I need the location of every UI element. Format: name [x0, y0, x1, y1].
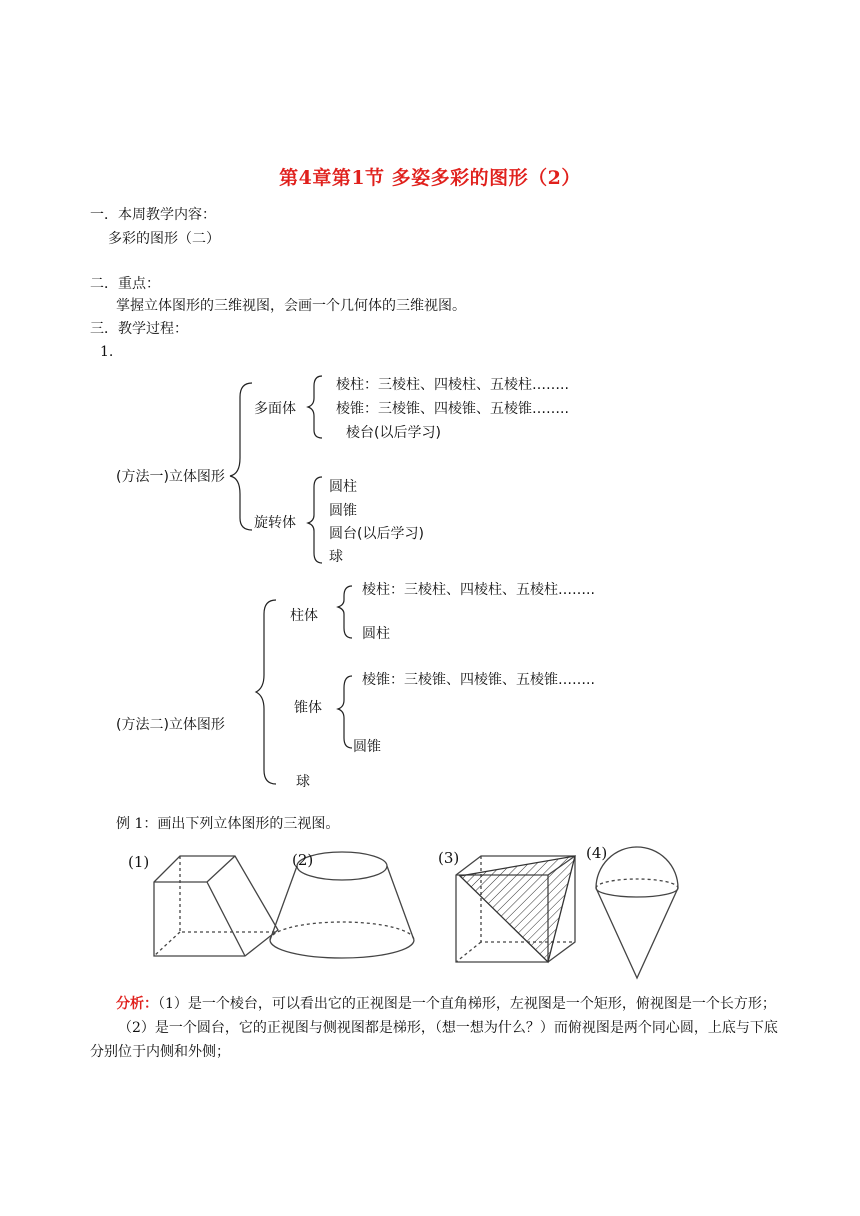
method2-group-prism: 柱体 — [290, 608, 318, 624]
figure-label: (3) — [438, 849, 460, 867]
method2-group-sphere: 球 — [296, 774, 310, 790]
figure-label: (1) — [128, 853, 150, 871]
method2-group-pyramid: 锥体 — [294, 700, 322, 716]
method1-item: 棱锥：三棱锥、四棱锥、五棱锥…….. — [336, 401, 569, 417]
section-2-content: 掌握立体图形的三维视图，会画一个几何体的三维视图。 — [116, 298, 466, 314]
method1-item: 圆台(以后学习) — [329, 526, 424, 542]
analysis-paragraph-1 — [90, 992, 790, 1016]
method2-item: 圆锥 — [353, 739, 381, 755]
method2-item: 棱锥：三棱锥、四棱锥、五棱锥…….. — [362, 672, 595, 688]
analysis-text-1: （1）是一个棱台，可以看出它的正视图是一个直角梯形，左视图是一个矩形，俯视图是一个长方形； — [158, 996, 776, 1012]
method1-root: (方法一)立体图形 — [116, 469, 225, 485]
page-title: 第4章第1节 多姿多彩的图形（2） — [279, 167, 581, 189]
method1-group-polyhedron: 多面体 — [254, 401, 296, 417]
section-3-heading: 三．教学过程： — [90, 321, 188, 337]
method2-item: 棱柱：三棱柱、四棱柱、五棱柱…….. — [362, 582, 595, 598]
figure-label: (2) — [292, 851, 314, 869]
figure-4-cone-hemisphere — [596, 847, 678, 978]
method2-item: 圆柱 — [362, 626, 390, 642]
section-1-content: 多彩的图形（二） — [108, 231, 220, 247]
method1-item: 棱柱：三棱柱、四棱柱、五棱柱…….. — [336, 377, 569, 393]
analysis-block — [90, 992, 790, 1064]
method1-item: 圆柱 — [329, 479, 357, 495]
analysis-label: 分析： — [116, 996, 158, 1012]
method1-item: 圆锥 — [329, 503, 357, 519]
section-2-heading: 二．重点： — [90, 276, 160, 292]
figure-label: (4) — [586, 844, 608, 862]
example-prompt: 例 1：画出下列立体图形的三视图。 — [116, 816, 340, 832]
section-1-heading: 一．本周教学内容： — [90, 207, 216, 223]
figure-1-frustum — [154, 856, 278, 956]
figure-3-cube — [456, 856, 575, 962]
list-number: 1. — [100, 344, 114, 360]
method1-item: 棱台(以后学习) — [346, 425, 441, 441]
analysis-paragraph-2: （2）是一个圆台，它的正视图与侧视图都是梯形，（想一想为什么？）而俯视图是两个同心圆，上底与下底分别位于内侧和外侧； — [90, 1020, 778, 1060]
method1-item: 球 — [329, 549, 343, 565]
method1-group-rotation: 旋转体 — [254, 515, 296, 531]
method2-root: (方法二)立体图形 — [116, 717, 225, 733]
